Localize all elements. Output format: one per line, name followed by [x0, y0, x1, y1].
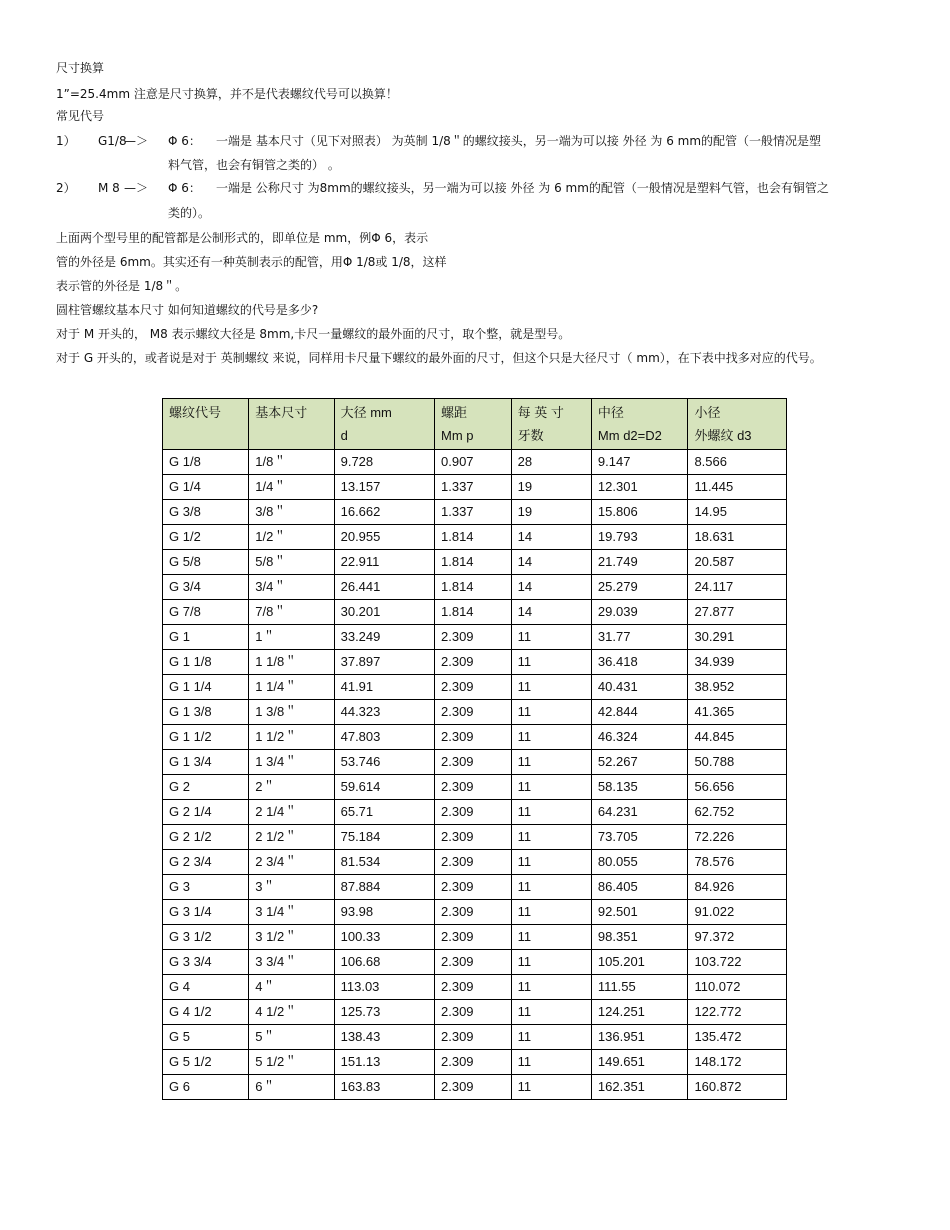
cell-major-diameter: 138.43: [334, 1025, 434, 1050]
cell-basic-size: 3＂: [249, 875, 334, 900]
cell-threads-per-inch: 11: [511, 1025, 591, 1050]
cell-thread-code: G 2: [163, 775, 249, 800]
cell-pitch: 2.309: [435, 875, 512, 900]
cell-pitch-diameter: 98.351: [591, 925, 688, 950]
cell-thread-code: G 1: [163, 625, 249, 650]
cell-pitch: 1.814: [435, 600, 512, 625]
cell-thread-code: G 1 1/8: [163, 650, 249, 675]
cell-thread-code: G 3/4: [163, 575, 249, 600]
cell-major-diameter: 22.911: [334, 550, 434, 575]
cell-threads-per-inch: 14: [511, 525, 591, 550]
item-1-code: G1/8: [98, 134, 127, 148]
cell-pitch: 2.309: [435, 1000, 512, 1025]
cell-major-diameter: 9.728: [334, 450, 434, 475]
common-codes-heading: 常见代号: [56, 109, 105, 123]
cell-basic-size: 1 3/8＂: [249, 700, 334, 725]
cell-pitch-diameter: 105.201: [591, 950, 688, 975]
cell-thread-code: G 4 1/2: [163, 1000, 249, 1025]
cell-pitch-diameter: 15.806: [591, 500, 688, 525]
table-row: [163, 875, 787, 900]
cell-threads-per-inch: 11: [511, 650, 591, 675]
table-row: [163, 600, 787, 625]
header-thread-code: 螺纹代号: [163, 399, 249, 450]
cell-basic-size: 3 3/4＂: [249, 950, 334, 975]
cell-major-diameter: 33.249: [334, 625, 434, 650]
cell-pitch: 2.309: [435, 850, 512, 875]
cell-pitch-diameter: 36.418: [591, 650, 688, 675]
cell-minor-diameter: 97.372: [688, 925, 787, 950]
paragraph-3: 表示管的外径是 1/8＂。: [56, 279, 188, 293]
cell-threads-per-inch: 11: [511, 725, 591, 750]
cell-minor-diameter: 11.445: [688, 475, 787, 500]
cell-minor-diameter: 56.656: [688, 775, 787, 800]
cell-basic-size: 2 1/2＂: [249, 825, 334, 850]
item-2-text: 一端是 公称尺寸 为8mm的螺纹接头，另一端为可以接 外径 为 6 mm的配管（一般情况是塑料气管，也会有铜管之: [216, 181, 829, 195]
cell-minor-diameter: 41.365: [688, 700, 787, 725]
cell-pitch: 2.309: [435, 800, 512, 825]
cell-pitch-diameter: 9.147: [591, 450, 688, 475]
cell-thread-code: G 5/8: [163, 550, 249, 575]
cell-basic-size: 5 1/2＂: [249, 1050, 334, 1075]
cell-minor-diameter: 78.576: [688, 850, 787, 875]
cell-threads-per-inch: 11: [511, 925, 591, 950]
cell-basic-size: 1 1/2＂: [249, 725, 334, 750]
cell-basic-size: 1 3/4＂: [249, 750, 334, 775]
cell-major-diameter: 87.884: [334, 875, 434, 900]
cell-threads-per-inch: 11: [511, 625, 591, 650]
table-row: [163, 900, 787, 925]
cell-minor-diameter: 20.587: [688, 550, 787, 575]
item-2-phi: Φ 6：: [168, 181, 201, 195]
cell-threads-per-inch: 11: [511, 775, 591, 800]
cell-minor-diameter: 50.788: [688, 750, 787, 775]
cell-major-diameter: 81.534: [334, 850, 434, 875]
cell-threads-per-inch: 11: [511, 900, 591, 925]
item-1-phi: Φ 6：: [168, 134, 201, 148]
cell-major-diameter: 151.13: [334, 1050, 434, 1075]
cell-thread-code: G 1/2: [163, 525, 249, 550]
item-2-code: M 8: [98, 181, 120, 195]
table-row: [163, 1000, 787, 1025]
cell-threads-per-inch: 11: [511, 1075, 591, 1100]
cell-pitch-diameter: 124.251: [591, 1000, 688, 1025]
table-row: [163, 800, 787, 825]
cell-minor-diameter: 14.95: [688, 500, 787, 525]
cell-basic-size: 2＂: [249, 775, 334, 800]
cell-basic-size: 1/2＂: [249, 525, 334, 550]
table-body: [163, 450, 787, 1100]
cell-basic-size: 3/8＂: [249, 500, 334, 525]
cell-thread-code: G 1/4: [163, 475, 249, 500]
cell-pitch-diameter: 80.055: [591, 850, 688, 875]
cell-minor-diameter: 38.952: [688, 675, 787, 700]
cell-minor-diameter: 148.172: [688, 1050, 787, 1075]
table-row: [163, 750, 787, 775]
cell-threads-per-inch: 19: [511, 475, 591, 500]
cell-thread-code: G 5 1/2: [163, 1050, 249, 1075]
cell-threads-per-inch: 11: [511, 750, 591, 775]
cell-minor-diameter: 24.117: [688, 575, 787, 600]
table-row: [163, 450, 787, 475]
cell-thread-code: G 2 1/4: [163, 800, 249, 825]
cell-basic-size: 3 1/2＂: [249, 925, 334, 950]
cell-pitch-diameter: 12.301: [591, 475, 688, 500]
cell-threads-per-inch: 11: [511, 975, 591, 1000]
cell-pitch-diameter: 73.705: [591, 825, 688, 850]
cell-major-diameter: 20.955: [334, 525, 434, 550]
header-pitch: 螺距 Mm p: [435, 399, 512, 450]
cell-thread-code: G 7/8: [163, 600, 249, 625]
item-1-text: 一端是 基本尺寸（见下对照表） 为英制 1/8＂的螺纹接头，另一端为可以接 外径 为 6 mm的配管（一般情况是塑: [216, 134, 822, 148]
cell-minor-diameter: 103.722: [688, 950, 787, 975]
cell-basic-size: 4 1/2＂: [249, 1000, 334, 1025]
cell-pitch: 2.309: [435, 1050, 512, 1075]
paragraph-2: 管的外径是 6mm。其实还有一种英制表示的配管，用Φ 1/8或 1/8，这样: [56, 255, 447, 269]
cell-minor-diameter: 110.072: [688, 975, 787, 1000]
cell-threads-per-inch: 11: [511, 1000, 591, 1025]
cell-thread-code: G 5: [163, 1025, 249, 1050]
table-row: [163, 950, 787, 975]
cell-basic-size: 1＂: [249, 625, 334, 650]
cell-major-diameter: 26.441: [334, 575, 434, 600]
cell-minor-diameter: 91.022: [688, 900, 787, 925]
cell-threads-per-inch: 11: [511, 950, 591, 975]
cell-thread-code: G 3 3/4: [163, 950, 249, 975]
cell-minor-diameter: 44.845: [688, 725, 787, 750]
cell-threads-per-inch: 28: [511, 450, 591, 475]
table-row: [163, 500, 787, 525]
header-threads-per-inch: 每 英 寸 牙数: [511, 399, 591, 450]
cell-major-diameter: 37.897: [334, 650, 434, 675]
page-title: 尺寸换算: [56, 61, 105, 75]
table-row: [163, 550, 787, 575]
table-header-row: [163, 399, 787, 450]
cell-pitch-diameter: 21.749: [591, 550, 688, 575]
cell-threads-per-inch: 11: [511, 850, 591, 875]
cell-pitch: 0.907: [435, 450, 512, 475]
cell-pitch-diameter: 52.267: [591, 750, 688, 775]
item-1-number: 1）: [56, 134, 76, 148]
cell-pitch: 2.309: [435, 750, 512, 775]
cell-pitch: 2.309: [435, 1075, 512, 1100]
cell-pitch-diameter: 162.351: [591, 1075, 688, 1100]
cell-pitch: 2.309: [435, 975, 512, 1000]
cell-basic-size: 2 1/4＂: [249, 800, 334, 825]
cell-threads-per-inch: 11: [511, 800, 591, 825]
paragraph-5: 对于 M 开头的， M8 表示螺纹大径是 8mm,卡尺一量螺纹的最外面的尺寸，取个整，就是型号。: [56, 327, 571, 341]
cell-pitch: 2.309: [435, 775, 512, 800]
cell-pitch: 2.309: [435, 1025, 512, 1050]
cell-pitch: 1.814: [435, 575, 512, 600]
cell-minor-diameter: 84.926: [688, 875, 787, 900]
conversion-note: 1”=25.4mm 注意是尺寸换算，并不是代表螺纹代号可以换算！: [56, 87, 398, 101]
cell-threads-per-inch: 14: [511, 600, 591, 625]
cell-thread-code: G 1 1/4: [163, 675, 249, 700]
cell-basic-size: 4＂: [249, 975, 334, 1000]
cell-basic-size: 3/4＂: [249, 575, 334, 600]
table-row: [163, 650, 787, 675]
cell-thread-code: G 2 1/2: [163, 825, 249, 850]
cell-minor-diameter: 8.566: [688, 450, 787, 475]
cell-basic-size: 6＂: [249, 1075, 334, 1100]
cell-basic-size: 5＂: [249, 1025, 334, 1050]
cell-minor-diameter: 160.872: [688, 1075, 787, 1100]
cell-thread-code: G 3 1/2: [163, 925, 249, 950]
cell-pitch: 2.309: [435, 725, 512, 750]
cell-major-diameter: 113.03: [334, 975, 434, 1000]
cell-threads-per-inch: 11: [511, 1050, 591, 1075]
cell-major-diameter: 93.98: [334, 900, 434, 925]
cell-basic-size: 5/8＂: [249, 550, 334, 575]
table-row: [163, 625, 787, 650]
cell-thread-code: G 4: [163, 975, 249, 1000]
paragraph-6: 对于 G 开头的，或者说是对于 英制螺纹 来说，同样用卡尺量下螺纹的最外面的尺寸，但这个只是大径尺寸（ mm），在下表中找多对应的代号。: [56, 351, 822, 365]
cell-threads-per-inch: 11: [511, 825, 591, 850]
cell-pitch: 2.309: [435, 950, 512, 975]
thread-size-table: [162, 398, 787, 1100]
cell-thread-code: G 3/8: [163, 500, 249, 525]
cell-pitch: 1.814: [435, 550, 512, 575]
cell-major-diameter: 163.83: [334, 1075, 434, 1100]
cell-pitch-diameter: 29.039: [591, 600, 688, 625]
cell-major-diameter: 53.746: [334, 750, 434, 775]
cell-minor-diameter: 30.291: [688, 625, 787, 650]
cell-pitch-diameter: 86.405: [591, 875, 688, 900]
item-1-arrow: —＞: [124, 134, 149, 148]
cell-threads-per-inch: 14: [511, 575, 591, 600]
item-2-number: 2）: [56, 181, 76, 195]
cell-minor-diameter: 18.631: [688, 525, 787, 550]
cell-pitch: 1.337: [435, 475, 512, 500]
cell-minor-diameter: 122.772: [688, 1000, 787, 1025]
cell-pitch: 2.309: [435, 925, 512, 950]
cell-threads-per-inch: 11: [511, 700, 591, 725]
cell-minor-diameter: 72.226: [688, 825, 787, 850]
cell-thread-code: G 6: [163, 1075, 249, 1100]
cell-basic-size: 1 1/8＂: [249, 650, 334, 675]
table-row: [163, 775, 787, 800]
header-minor-diameter: 小径 外螺纹 d3: [688, 399, 787, 450]
cell-pitch-diameter: 136.951: [591, 1025, 688, 1050]
cell-basic-size: 2 3/4＂: [249, 850, 334, 875]
cell-major-diameter: 30.201: [334, 600, 434, 625]
table-row: [163, 725, 787, 750]
cell-threads-per-inch: 11: [511, 875, 591, 900]
cell-basic-size: 1 1/4＂: [249, 675, 334, 700]
cell-minor-diameter: 135.472: [688, 1025, 787, 1050]
cell-pitch-diameter: 42.844: [591, 700, 688, 725]
header-basic-size: 基本尺寸: [249, 399, 334, 450]
cell-pitch-diameter: 149.651: [591, 1050, 688, 1075]
table-row: [163, 1050, 787, 1075]
cell-minor-diameter: 34.939: [688, 650, 787, 675]
table-row: [163, 1075, 787, 1100]
cell-thread-code: G 1/8: [163, 450, 249, 475]
item-1-continuation: 料气管，也会有铜管之类的） 。: [168, 158, 340, 172]
cell-major-diameter: 59.614: [334, 775, 434, 800]
cell-pitch-diameter: 111.55: [591, 975, 688, 1000]
cell-pitch-diameter: 31.77: [591, 625, 688, 650]
cell-pitch: 1.814: [435, 525, 512, 550]
item-2-continuation: 类的）。: [168, 206, 211, 220]
table-row: [163, 475, 787, 500]
cell-basic-size: 1/4＂: [249, 475, 334, 500]
header-pitch-diameter: 中径 Mm d2=D2: [591, 399, 688, 450]
cell-thread-code: G 1 3/4: [163, 750, 249, 775]
table-row: [163, 825, 787, 850]
cell-basic-size: 1/8＂: [249, 450, 334, 475]
table-row: [163, 700, 787, 725]
cell-thread-code: G 3: [163, 875, 249, 900]
cell-major-diameter: 125.73: [334, 1000, 434, 1025]
cell-threads-per-inch: 19: [511, 500, 591, 525]
cell-pitch-diameter: 40.431: [591, 675, 688, 700]
cell-pitch-diameter: 64.231: [591, 800, 688, 825]
cell-pitch: 1.337: [435, 500, 512, 525]
cell-pitch-diameter: 92.501: [591, 900, 688, 925]
paragraph-1: 上面两个型号里的配管都是公制形式的，即单位是 mm，例Φ 6，表示: [56, 231, 429, 245]
cell-pitch-diameter: 19.793: [591, 525, 688, 550]
cell-pitch: 2.309: [435, 825, 512, 850]
table-row: [163, 575, 787, 600]
cell-pitch-diameter: 46.324: [591, 725, 688, 750]
table-row: [163, 850, 787, 875]
cell-threads-per-inch: 14: [511, 550, 591, 575]
cell-pitch: 2.309: [435, 900, 512, 925]
cell-major-diameter: 65.71: [334, 800, 434, 825]
cell-thread-code: G 1 3/8: [163, 700, 249, 725]
cell-basic-size: 3 1/4＂: [249, 900, 334, 925]
cell-minor-diameter: 27.877: [688, 600, 787, 625]
cell-pitch: 2.309: [435, 675, 512, 700]
cell-major-diameter: 13.157: [334, 475, 434, 500]
table-row: [163, 525, 787, 550]
cell-basic-size: 7/8＂: [249, 600, 334, 625]
table-row: [163, 975, 787, 1000]
table-row: [163, 925, 787, 950]
cell-pitch-diameter: 25.279: [591, 575, 688, 600]
cell-major-diameter: 100.33: [334, 925, 434, 950]
cell-major-diameter: 47.803: [334, 725, 434, 750]
cell-pitch-diameter: 58.135: [591, 775, 688, 800]
cell-major-diameter: 16.662: [334, 500, 434, 525]
cell-thread-code: G 2 3/4: [163, 850, 249, 875]
cell-major-diameter: 106.68: [334, 950, 434, 975]
paragraph-4: 圆柱管螺纹基本尺寸 如何知道螺纹的代号是多少?: [56, 303, 319, 317]
cell-major-diameter: 75.184: [334, 825, 434, 850]
cell-major-diameter: 44.323: [334, 700, 434, 725]
cell-threads-per-inch: 11: [511, 675, 591, 700]
table-row: [163, 1025, 787, 1050]
cell-thread-code: G 3 1/4: [163, 900, 249, 925]
table-row: [163, 675, 787, 700]
cell-major-diameter: 41.91: [334, 675, 434, 700]
item-2-arrow: —＞: [124, 181, 149, 195]
header-major-diameter: 大径 mm d: [334, 399, 434, 450]
cell-pitch: 2.309: [435, 700, 512, 725]
cell-pitch: 2.309: [435, 625, 512, 650]
cell-thread-code: G 1 1/2: [163, 725, 249, 750]
cell-pitch: 2.309: [435, 650, 512, 675]
cell-minor-diameter: 62.752: [688, 800, 787, 825]
